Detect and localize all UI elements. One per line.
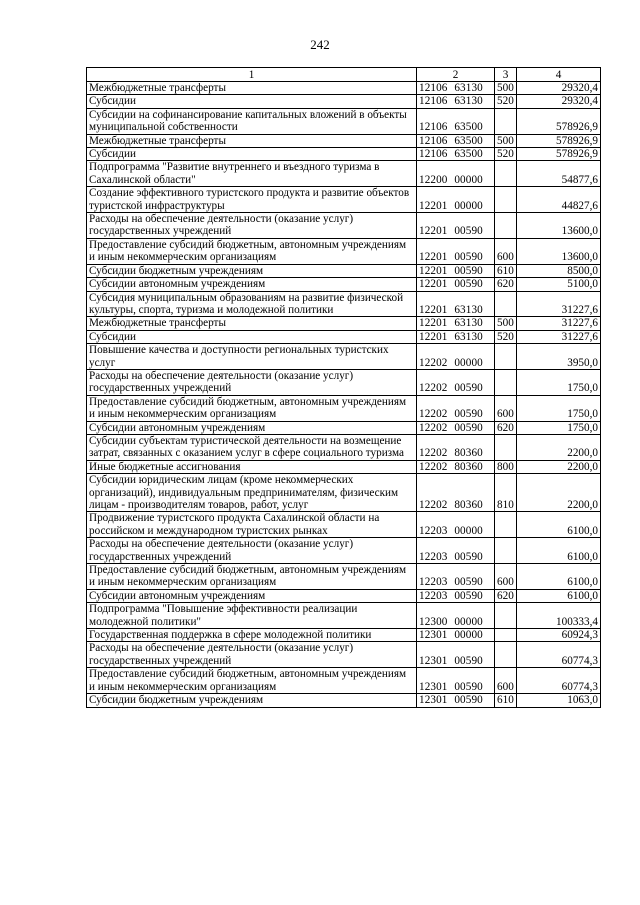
table-row <box>87 434 601 460</box>
row-code: 12203 00590 <box>417 538 495 564</box>
row-code: 12201 00000 <box>417 187 495 213</box>
row-code: 12202 80360 <box>417 460 495 473</box>
row-code: 12200 00000 <box>417 161 495 187</box>
table-row <box>87 668 601 694</box>
row-amount: 2200,0 <box>517 474 601 512</box>
row-code: 12201 00590 <box>417 264 495 277</box>
row-code: 12201 00590 <box>417 238 495 264</box>
row-code: 12201 00590 <box>417 213 495 239</box>
header-row <box>87 68 601 82</box>
row-amount: 29320,4 <box>517 95 601 108</box>
row-name: Субсидии на софинансирование капитальных вложений в объекты муниципальной собственности <box>87 108 417 134</box>
row-amount: 2200,0 <box>517 434 601 460</box>
row-vr: 520 <box>495 148 517 161</box>
row-amount: 6100,0 <box>517 564 601 590</box>
row-code: 12202 00590 <box>417 395 495 421</box>
table-row <box>87 238 601 264</box>
row-amount: 6100,0 <box>517 538 601 564</box>
row-vr <box>495 291 517 317</box>
header-col-vr: 3 <box>495 68 517 82</box>
row-vr: 500 <box>495 134 517 147</box>
row-code: 12202 00590 <box>417 369 495 395</box>
row-name: Подпрограмма "Повышение эффективности реализации молодежной политики" <box>87 603 417 629</box>
row-name: Продвижение туристского продукта Сахалинской области на российском и международном туристских рынках <box>87 512 417 538</box>
row-code: 12201 63130 <box>417 317 495 330</box>
table-row <box>87 161 601 187</box>
row-amount: 8500,0 <box>517 264 601 277</box>
table-row <box>87 694 601 707</box>
row-vr <box>495 369 517 395</box>
row-vr: 610 <box>495 264 517 277</box>
row-amount: 31227,6 <box>517 317 601 330</box>
table-row <box>87 317 601 330</box>
page-number: 242 <box>310 37 330 52</box>
table-row <box>87 278 601 291</box>
table-row <box>87 148 601 161</box>
row-amount: 44827,6 <box>517 187 601 213</box>
table-row <box>87 291 601 317</box>
row-code: 12106 63500 <box>417 108 495 134</box>
row-name: Субсидии <box>87 330 417 343</box>
row-amount: 13600,0 <box>517 238 601 264</box>
row-amount: 29320,4 <box>517 82 601 95</box>
row-name: Расходы на обеспечение деятельности (оказание услуг) государственных учреждений <box>87 538 417 564</box>
table-row <box>87 642 601 668</box>
table-row <box>87 134 601 147</box>
row-amount: 100333,4 <box>517 603 601 629</box>
table-row <box>87 589 601 602</box>
row-name: Субсидии <box>87 95 417 108</box>
row-vr <box>495 187 517 213</box>
row-name: Предоставление субсидий бюджетным, автономным учреждениям и иным некоммерческим организациям <box>87 564 417 590</box>
row-code: 12201 63130 <box>417 330 495 343</box>
row-name: Субсидии <box>87 148 417 161</box>
row-name: Предоставление субсидий бюджетным, автономным учреждениям и иным некоммерческим организациям <box>87 238 417 264</box>
table-row <box>87 344 601 370</box>
row-amount: 54877,6 <box>517 161 601 187</box>
row-code: 12301 00590 <box>417 668 495 694</box>
row-amount: 3950,0 <box>517 344 601 370</box>
row-name: Предоставление субсидий бюджетным, автономным учреждениям и иным некоммерческим организациям <box>87 395 417 421</box>
budget-table <box>86 67 601 708</box>
row-name: Субсидии автономным учреждениям <box>87 589 417 602</box>
row-vr: 620 <box>495 589 517 602</box>
row-vr <box>495 538 517 564</box>
row-name: Подпрограмма "Развитие внутреннего и въездного туризма в Сахалинской области" <box>87 161 417 187</box>
row-vr: 600 <box>495 668 517 694</box>
row-amount: 578926,9 <box>517 134 601 147</box>
table-row <box>87 629 601 642</box>
row-amount: 1750,0 <box>517 421 601 434</box>
row-name: Повышение качества и доступности региональных туристских услуг <box>87 344 417 370</box>
row-name: Субсидии автономным учреждениям <box>87 278 417 291</box>
row-code: 12203 00590 <box>417 589 495 602</box>
row-vr: 520 <box>495 330 517 343</box>
table-row <box>87 564 601 590</box>
row-name: Расходы на обеспечение деятельности (оказание услуг) государственных учреждений <box>87 213 417 239</box>
row-code: 12106 63130 <box>417 95 495 108</box>
row-name: Расходы на обеспечение деятельности (оказание услуг) государственных учреждений <box>87 369 417 395</box>
row-vr: 610 <box>495 694 517 707</box>
row-amount: 60774,3 <box>517 642 601 668</box>
row-name: Субсидии субъектам туристической деятельности на возмещение затрат, связанных с оказанием услуг в сфере социального туризма <box>87 434 417 460</box>
row-code: 12203 00590 <box>417 564 495 590</box>
row-code: 12301 00590 <box>417 642 495 668</box>
table-row <box>87 330 601 343</box>
row-vr <box>495 161 517 187</box>
row-vr: 810 <box>495 474 517 512</box>
row-code: 12202 80360 <box>417 434 495 460</box>
row-code: 12301 00000 <box>417 629 495 642</box>
table-row <box>87 603 601 629</box>
row-code: 12203 00000 <box>417 512 495 538</box>
row-name: Межбюджетные трансферты <box>87 134 417 147</box>
row-vr: 500 <box>495 82 517 95</box>
table-row <box>87 474 601 512</box>
row-vr <box>495 213 517 239</box>
row-name: Субсидия муниципальным образованиям на развитие физической культуры, спорта, туризма и молодежной политики <box>87 291 417 317</box>
row-code: 12106 63500 <box>417 134 495 147</box>
row-name: Создание эффективного туристского продукта и развитие объектов туристской инфраструктуры <box>87 187 417 213</box>
row-amount: 60774,3 <box>517 668 601 694</box>
row-amount: 31227,6 <box>517 291 601 317</box>
header-col-amount: 4 <box>517 68 601 82</box>
row-vr: 620 <box>495 278 517 291</box>
row-vr <box>495 434 517 460</box>
row-vr <box>495 512 517 538</box>
row-name: Субсидии автономным учреждениям <box>87 421 417 434</box>
row-code: 12106 63500 <box>417 148 495 161</box>
row-name: Предоставление субсидий бюджетным, автономным учреждениям и иным некоммерческим организациям <box>87 668 417 694</box>
table-row <box>87 369 601 395</box>
table-row <box>87 421 601 434</box>
row-vr: 800 <box>495 460 517 473</box>
row-amount: 578926,9 <box>517 148 601 161</box>
table-row <box>87 460 601 473</box>
row-name: Субсидии бюджетным учреждениям <box>87 694 417 707</box>
table-row <box>87 108 601 134</box>
row-vr <box>495 603 517 629</box>
row-amount: 5100,0 <box>517 278 601 291</box>
row-vr <box>495 629 517 642</box>
table-row <box>87 82 601 95</box>
row-code: 12106 63130 <box>417 82 495 95</box>
row-code: 12202 00590 <box>417 421 495 434</box>
row-vr <box>495 344 517 370</box>
row-amount: 2200,0 <box>517 460 601 473</box>
table-row <box>87 187 601 213</box>
header-col-code: 2 <box>417 68 495 82</box>
row-vr: 620 <box>495 421 517 434</box>
table-row <box>87 512 601 538</box>
row-amount: 60924,3 <box>517 629 601 642</box>
row-name: Субсидии бюджетным учреждениям <box>87 264 417 277</box>
row-vr: 600 <box>495 564 517 590</box>
row-vr: 600 <box>495 395 517 421</box>
row-code: 12300 00000 <box>417 603 495 629</box>
table-row <box>87 213 601 239</box>
row-name: Иные бюджетные ассигнования <box>87 460 417 473</box>
row-amount: 578926,9 <box>517 108 601 134</box>
row-amount: 1750,0 <box>517 369 601 395</box>
row-code: 12202 80360 <box>417 474 495 512</box>
table-row <box>87 95 601 108</box>
row-vr: 500 <box>495 317 517 330</box>
row-amount: 6100,0 <box>517 589 601 602</box>
row-name: Межбюджетные трансферты <box>87 317 417 330</box>
row-amount: 31227,6 <box>517 330 601 343</box>
row-code: 12201 63130 <box>417 291 495 317</box>
table-row <box>87 538 601 564</box>
row-vr: 600 <box>495 238 517 264</box>
row-vr: 520 <box>495 95 517 108</box>
row-vr <box>495 108 517 134</box>
row-name: Межбюджетные трансферты <box>87 82 417 95</box>
row-code: 12301 00590 <box>417 694 495 707</box>
row-amount: 1063,0 <box>517 694 601 707</box>
row-code: 12202 00000 <box>417 344 495 370</box>
row-name: Государственная поддержка в сфере молодежной политики <box>87 629 417 642</box>
row-vr <box>495 642 517 668</box>
row-code: 12201 00590 <box>417 278 495 291</box>
table-row <box>87 395 601 421</box>
row-amount: 1750,0 <box>517 395 601 421</box>
row-amount: 6100,0 <box>517 512 601 538</box>
row-name: Расходы на обеспечение деятельности (оказание услуг) государственных учреждений <box>87 642 417 668</box>
row-name: Субсидии юридическим лицам (кроме некоммерческих организаций), индивидуальным предпринимателям, физическим лицам - производителям товаров, работ, услуг <box>87 474 417 512</box>
header-col-name: 1 <box>87 68 417 82</box>
row-amount: 13600,0 <box>517 213 601 239</box>
table-row <box>87 264 601 277</box>
